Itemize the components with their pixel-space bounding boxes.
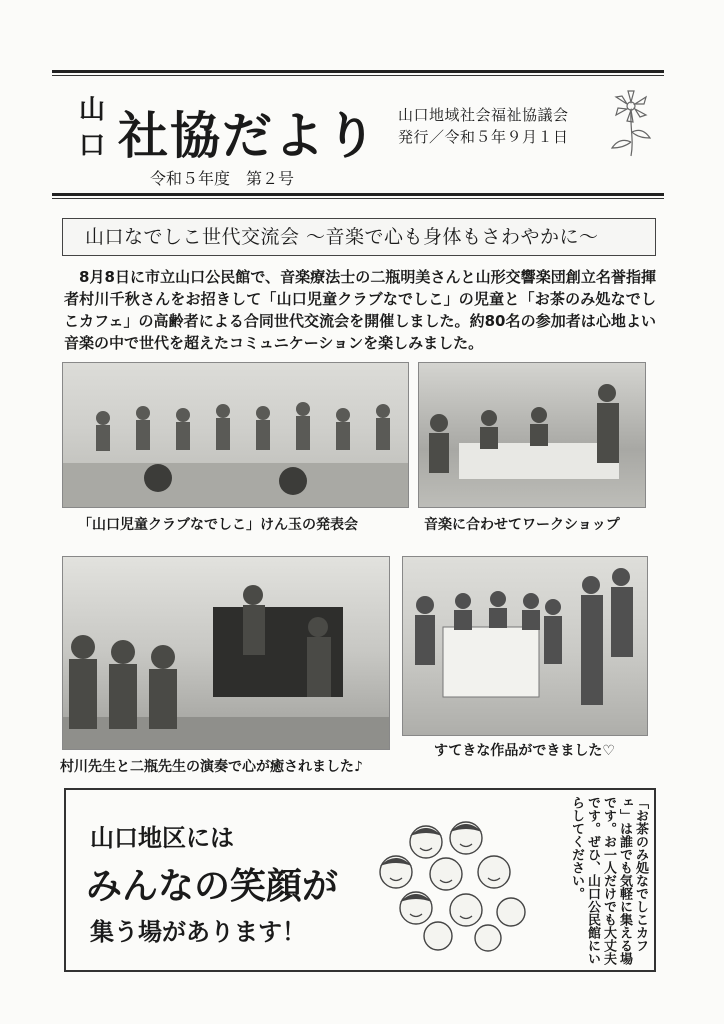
flower-icon — [606, 88, 656, 158]
photo-music-workshop — [418, 362, 646, 508]
promo-line-3: 集う場があります！ — [90, 918, 306, 946]
photo-music-performance — [62, 556, 390, 750]
photo-caption: 音楽に合わせてワークショップ — [424, 517, 620, 533]
cafe-note: 「お茶のみ処なでしこカフェ」は誰でも気軽に集える場です。お一人だけでも大丈夫です。ぜひ、山口公民館にいらしてください。 — [569, 796, 648, 965]
brand-prefix: 山口 — [78, 95, 105, 161]
newsletter-title: 社協だより — [118, 106, 378, 165]
header-rule-bottom-thin — [52, 198, 664, 199]
issue-date: 発行／令和５年９月１日 — [398, 128, 569, 146]
article-title: 山口なでしこ世代交流会 ～音楽で心も身体もさわやかに～ — [62, 218, 656, 256]
photo-caption: すてきな作品ができました♡ — [434, 743, 615, 759]
photo-caption: 「山口児童クラブなでしこ」けん玉の発表会 — [78, 517, 358, 533]
organization-name: 山口地域社会福祉協議会 — [398, 106, 569, 124]
header-rule-top — [52, 70, 664, 73]
header-rule-top-thin — [52, 75, 664, 76]
photo-caption: 村川先生と二瓶先生の演奏で心が癒されました♪ — [60, 759, 363, 775]
article-body: 8月8日に市立山口公民館で、音楽療法士の二瓶明美さんと山形交響楽団創立名誉指揮者村川千秋さんをお招きして「山口児童クラブなでしこ」の児童と「お茶のみ処なでしこカフェ」の高齢者による合同世代交流会を開催しました。約80名の参加者は心地よい音楽の中で世代を超えたコミュニケーションを楽しみました。 — [64, 268, 656, 352]
photo-kendama-performance — [62, 362, 409, 508]
promo-line-2: みんなの笑顔が — [86, 866, 339, 907]
promo-line-1: 山口地区には — [90, 824, 234, 852]
issue-number: 令和５年度 第２号 — [150, 169, 295, 188]
smiling-crowd-icon — [366, 812, 536, 952]
photo-artwork — [402, 556, 648, 736]
header-rule-bottom — [52, 193, 664, 196]
